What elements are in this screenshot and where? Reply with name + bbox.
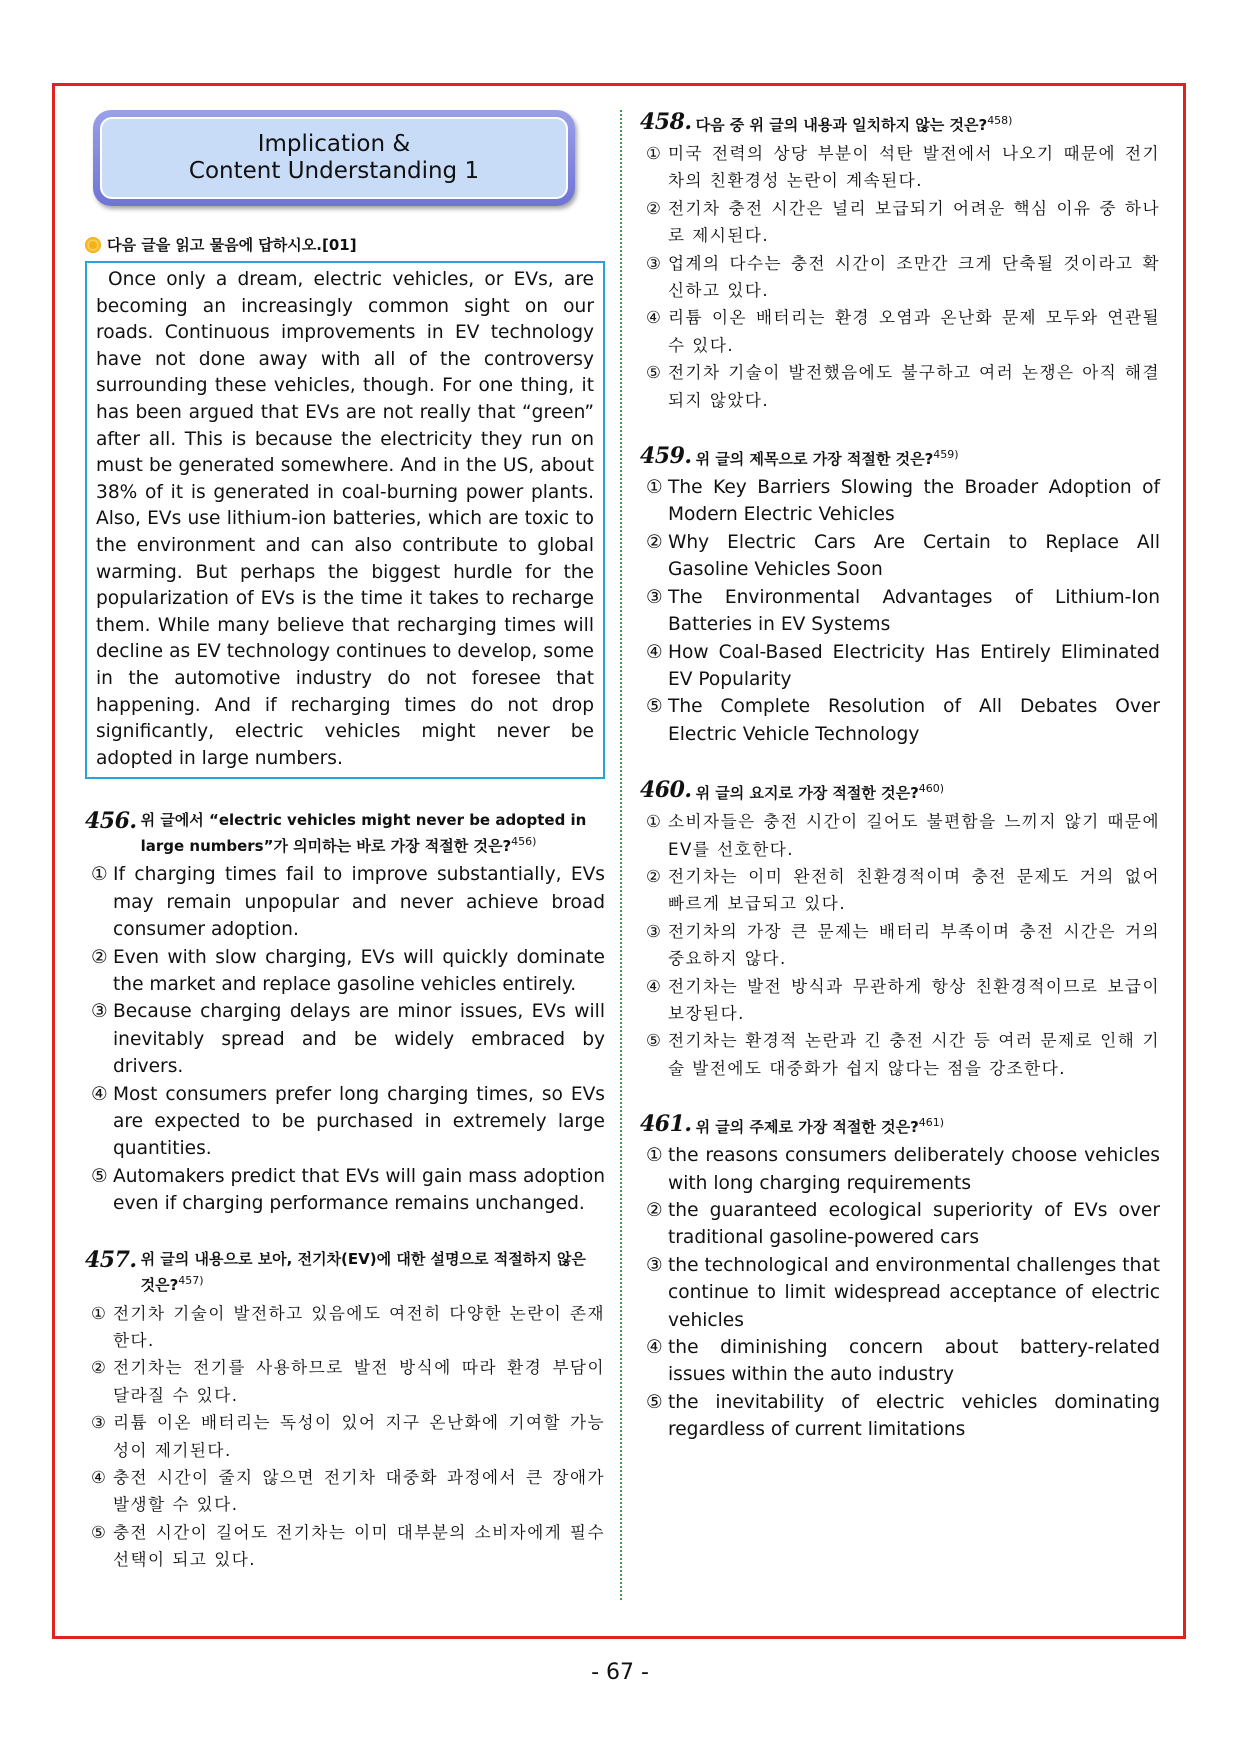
- answer-option[interactable]: [85, 1409, 605, 1464]
- answer-option[interactable]: [640, 1142, 1160, 1197]
- answer-option[interactable]: [85, 861, 605, 943]
- answer-option[interactable]: [640, 1027, 1160, 1082]
- question-461: [640, 1112, 1160, 1443]
- answer-option[interactable]: [85, 1081, 605, 1163]
- answer-option[interactable]: [85, 1163, 605, 1218]
- section-title-badge: [93, 110, 575, 206]
- question-number: 461.: [640, 1111, 692, 1138]
- option-text: the reasons consumers deliberately choose vehicles with long charging requirements: [668, 1145, 1160, 1194]
- question-ref: 457): [178, 1273, 204, 1287]
- option-mark: ②: [646, 1200, 663, 1221]
- option-mark: ③: [91, 1001, 108, 1023]
- option-mark: ⑤: [646, 1391, 663, 1413]
- section-title-line2: Content Understanding 1: [188, 158, 480, 184]
- question-ref: 456): [511, 835, 537, 849]
- page-number: - 67 -: [591, 1660, 649, 1685]
- question-stem-text: 위 글의 주제로 가장 적절한 것은?: [695, 1118, 919, 1137]
- options-list: [85, 1300, 605, 1574]
- left-column: [85, 110, 605, 1574]
- option-mark: ①: [646, 812, 663, 832]
- question-ref: 459): [933, 448, 959, 462]
- option-mark: ④: [646, 308, 663, 328]
- option-text: Most consumers prefer long charging times, so EVs are expected to be purchased in extremely large quantities.: [113, 1083, 605, 1160]
- question-ref: 460): [918, 782, 945, 796]
- option-mark: ⑤: [91, 1165, 108, 1187]
- answer-option[interactable]: [640, 304, 1160, 359]
- question-number: 456.: [85, 808, 137, 835]
- section-title-line1: Implication &: [257, 131, 411, 157]
- answer-option[interactable]: [640, 808, 1160, 863]
- option-text: 전기차의 가장 큰 문제는 배터리 부족이며 충전 시간은 거의 중요하지 않다.: [668, 921, 1160, 969]
- option-mark: ③: [646, 586, 663, 608]
- question-stem: [696, 1112, 944, 1138]
- question-number: 459.: [640, 443, 692, 470]
- question-456: [85, 809, 605, 1217]
- question-number: 460.: [640, 777, 692, 804]
- answer-option[interactable]: [640, 918, 1160, 973]
- question-458: [640, 110, 1160, 414]
- option-text: 리튬 이온 배터리는 환경 오염과 온난화 문제 모두와 연관될 수 있다.: [668, 308, 1160, 355]
- question-stem: [696, 778, 944, 804]
- question-stem-text: 다음 중 위 글의 내용과 일치하지 않는 것은?: [695, 116, 988, 134]
- options-list: [640, 1142, 1160, 1443]
- question-459: [640, 444, 1160, 748]
- option-text: The Environmental Advantages of Lithium-Ion Batteries in EV Systems: [668, 586, 1160, 636]
- option-text: If charging times fail to improve substantially, EVs may remain unpopular and never achieve broad consumer adoption.: [113, 864, 605, 941]
- option-text: 리튬 이온 배터리는 독성이 있어 지구 온난화에 기여할 가능성이 제기된다.: [113, 1413, 605, 1460]
- option-text: The Complete Resolution of All Debates Over Electric Vehicle Technology: [668, 696, 1160, 745]
- option-text: Because charging delays are minor issues, EVs will inevitably spread and be widely embraced by drivers.: [113, 1001, 605, 1078]
- answer-option[interactable]: [640, 1197, 1160, 1252]
- option-mark: ④: [646, 976, 663, 996]
- option-text: 전기차는 환경적 논란과 긴 충전 시간 등 여러 문제로 인해 기술 발전에도 대중화가 쉽지 않다는 점을 강조한다.: [668, 1031, 1160, 1078]
- answer-option[interactable]: [85, 944, 605, 999]
- question-457: [85, 1248, 605, 1574]
- question-stem: [696, 444, 959, 470]
- answer-option[interactable]: [640, 1252, 1160, 1334]
- option-text: 전기차 기술이 발전했음에도 불구하고 여러 논쟁은 아직 해결되지 않았다.: [668, 363, 1160, 410]
- question-header: [640, 444, 1160, 470]
- option-text: 충전 시간이 길어도 전기차는 이미 대부분의 소비자에게 필수 선택이 되고 있다.: [113, 1522, 605, 1570]
- question-stem-text: 위 글의 내용으로 보아, 전기차(EV)에 대한 설명으로 적절하지 않은 것은?: [140, 1249, 586, 1294]
- option-mark: ②: [91, 946, 108, 968]
- answer-option[interactable]: [640, 584, 1160, 639]
- answer-option[interactable]: [85, 1464, 605, 1519]
- instruction-text: 다음 글을 읽고 물음에 답하시오.[01]: [107, 236, 357, 254]
- option-mark: ⑤: [646, 696, 663, 718]
- answer-option[interactable]: [85, 1519, 605, 1574]
- question-ref: 461): [918, 1116, 945, 1130]
- option-mark: ③: [646, 921, 663, 941]
- question-number: 458.: [640, 109, 692, 135]
- option-text: Why Electric Cars Are Certain to Replace All Gasoline Vehicles Soon: [668, 531, 1160, 581]
- answer-option[interactable]: [640, 359, 1160, 414]
- column-divider: [620, 110, 622, 1600]
- option-text: Even with slow charging, EVs will quickly dominate the market and replace gasoline vehicles entirely.: [113, 946, 605, 995]
- option-text: 전기차는 이미 완전히 친환경적이며 충전 문제도 거의 없어 빠르게 보급되고 있다.: [668, 866, 1160, 914]
- option-text: the guaranteed ecological superiority of EVs over traditional gasoline-powered cars: [668, 1200, 1160, 1249]
- question-stem: [696, 110, 1013, 136]
- option-text: 미국 전력의 상당 부분이 석탄 발전에서 나오기 때문에 전기차의 친환경성 논란이 계속된다.: [668, 144, 1160, 191]
- answer-option[interactable]: [640, 1389, 1160, 1444]
- right-column: [640, 110, 1160, 1444]
- question-ref: 458): [987, 114, 1013, 127]
- option-mark: ①: [646, 477, 663, 499]
- option-text: the technological and environmental challenges that continue to limit widespread acceptance of electric vehicles: [668, 1254, 1160, 1331]
- option-mark: ⑤: [91, 1522, 108, 1542]
- option-mark: ①: [91, 864, 108, 886]
- option-mark: ④: [646, 1337, 663, 1359]
- question-460: [640, 778, 1160, 1082]
- question-header: [85, 809, 605, 857]
- answer-option[interactable]: [640, 140, 1160, 195]
- question-header: [640, 778, 1160, 804]
- question-number: 457.: [85, 1246, 137, 1273]
- instruction: [85, 234, 605, 255]
- option-mark: ①: [646, 144, 663, 163]
- answer-option[interactable]: [85, 998, 605, 1080]
- options-list: [85, 861, 605, 1217]
- question-stem-text: 위 글에서 “electric vehicles might never be adopted in large numbers”가 의미하는 바로 가장 적절한 것은?: [140, 811, 587, 856]
- option-mark: ②: [646, 531, 663, 553]
- question-stem-text: 위 글의 요지로 가장 적절한 것은?: [695, 784, 919, 803]
- option-text: the diminishing concern about battery-related issues within the auto industry: [668, 1337, 1160, 1386]
- option-text: 업계의 다수는 충전 시간이 조만간 크게 단축될 것이라고 확신하고 있다.: [668, 253, 1160, 301]
- answer-option[interactable]: [640, 639, 1160, 694]
- option-mark: ⑤: [646, 363, 663, 383]
- option-text: Automakers predict that EVs will gain mass adoption even if charging performance remains unchanged.: [113, 1165, 605, 1215]
- option-text: 소비자들은 충전 시간이 길어도 불편함을 느끼지 않기 때문에 EV를 선호한다.: [668, 812, 1160, 859]
- option-mark: ③: [646, 1254, 663, 1276]
- option-mark: ①: [91, 1303, 108, 1323]
- answer-option[interactable]: [640, 474, 1160, 529]
- answer-option[interactable]: [85, 1354, 605, 1409]
- options-list: [640, 808, 1160, 1082]
- option-mark: ②: [91, 1358, 108, 1378]
- options-list: [640, 474, 1160, 748]
- question-header: [640, 1112, 1160, 1138]
- answer-option[interactable]: [85, 1300, 605, 1355]
- option-mark: ①: [646, 1145, 663, 1167]
- answer-option[interactable]: [640, 863, 1160, 918]
- option-text: The Key Barriers Slowing the Broader Adoption of Modern Electric Vehicles: [668, 477, 1160, 526]
- question-stem-text: 위 글의 제목으로 가장 적절한 것은?: [695, 450, 934, 469]
- question-header: [85, 1248, 605, 1296]
- option-text: 충전 시간이 줄지 않으면 전기차 대중화 과정에서 큰 장애가 발생할 수 있다.: [113, 1468, 605, 1515]
- flower-icon: [85, 237, 101, 253]
- options-list: [640, 140, 1160, 414]
- option-text: the inevitability of electric vehicles dominating regardless of current limitations: [668, 1391, 1160, 1441]
- option-mark: ②: [646, 866, 663, 886]
- option-mark: ④: [646, 641, 663, 663]
- answer-option[interactable]: [640, 250, 1160, 305]
- answer-option[interactable]: [640, 1334, 1160, 1389]
- option-mark: ⑤: [646, 1031, 663, 1051]
- option-text: 전기차 충전 시간은 널리 보급되기 어려운 핵심 이유 중 하나로 제시된다.: [668, 198, 1160, 246]
- answer-option[interactable]: [640, 529, 1160, 584]
- answer-option[interactable]: [640, 195, 1160, 250]
- answer-option[interactable]: [640, 973, 1160, 1028]
- option-text: 전기차 기술이 발전하고 있음에도 여전히 다양한 논란이 존재한다.: [113, 1303, 605, 1350]
- option-mark: ③: [91, 1413, 108, 1433]
- option-mark: ②: [646, 198, 663, 218]
- question-stem: [141, 1248, 605, 1296]
- reading-passage: Once only a dream, electric vehicles, or EVs, are becoming an increasingly common sight on our roads. Continuous improvements in EV technology have not done away with all of the controversy surrounding these vehicles, though. For one thing, it has been argued that EVs are not really that “green” after all. This is because the electricity they run on must be generated somewhere. And in the US, about 38% of it is generated in coal-burning power plants. Also, EVs use lithium-ion batteries, which are toxic to the environment and can also contribute to global warming. But perhaps the biggest hurdle for the popularization of EVs is the time it takes to recharge them. While many believe that recharging times will decline as EV technology continues to develop, some in the automotive industry do not foresee that happening. And if recharging times do not drop significantly, electric vehicles might never be adopted in large numbers.: [85, 261, 605, 779]
- option-text: 전기차는 발전 방식과 무관하게 항상 친환경적이므로 보급이 보장된다.: [668, 976, 1160, 1023]
- answer-option[interactable]: [640, 693, 1160, 748]
- question-stem: [141, 809, 605, 857]
- option-mark: ④: [91, 1468, 108, 1487]
- option-mark: ③: [646, 253, 663, 273]
- option-text: 전기차는 전기를 사용하므로 발전 방식에 따라 환경 부담이 달라질 수 있다.: [113, 1358, 605, 1405]
- option-mark: ④: [91, 1083, 108, 1105]
- question-header: [640, 110, 1160, 136]
- option-text: How Coal-Based Electricity Has Entirely Eliminated EV Popularity: [668, 641, 1160, 690]
